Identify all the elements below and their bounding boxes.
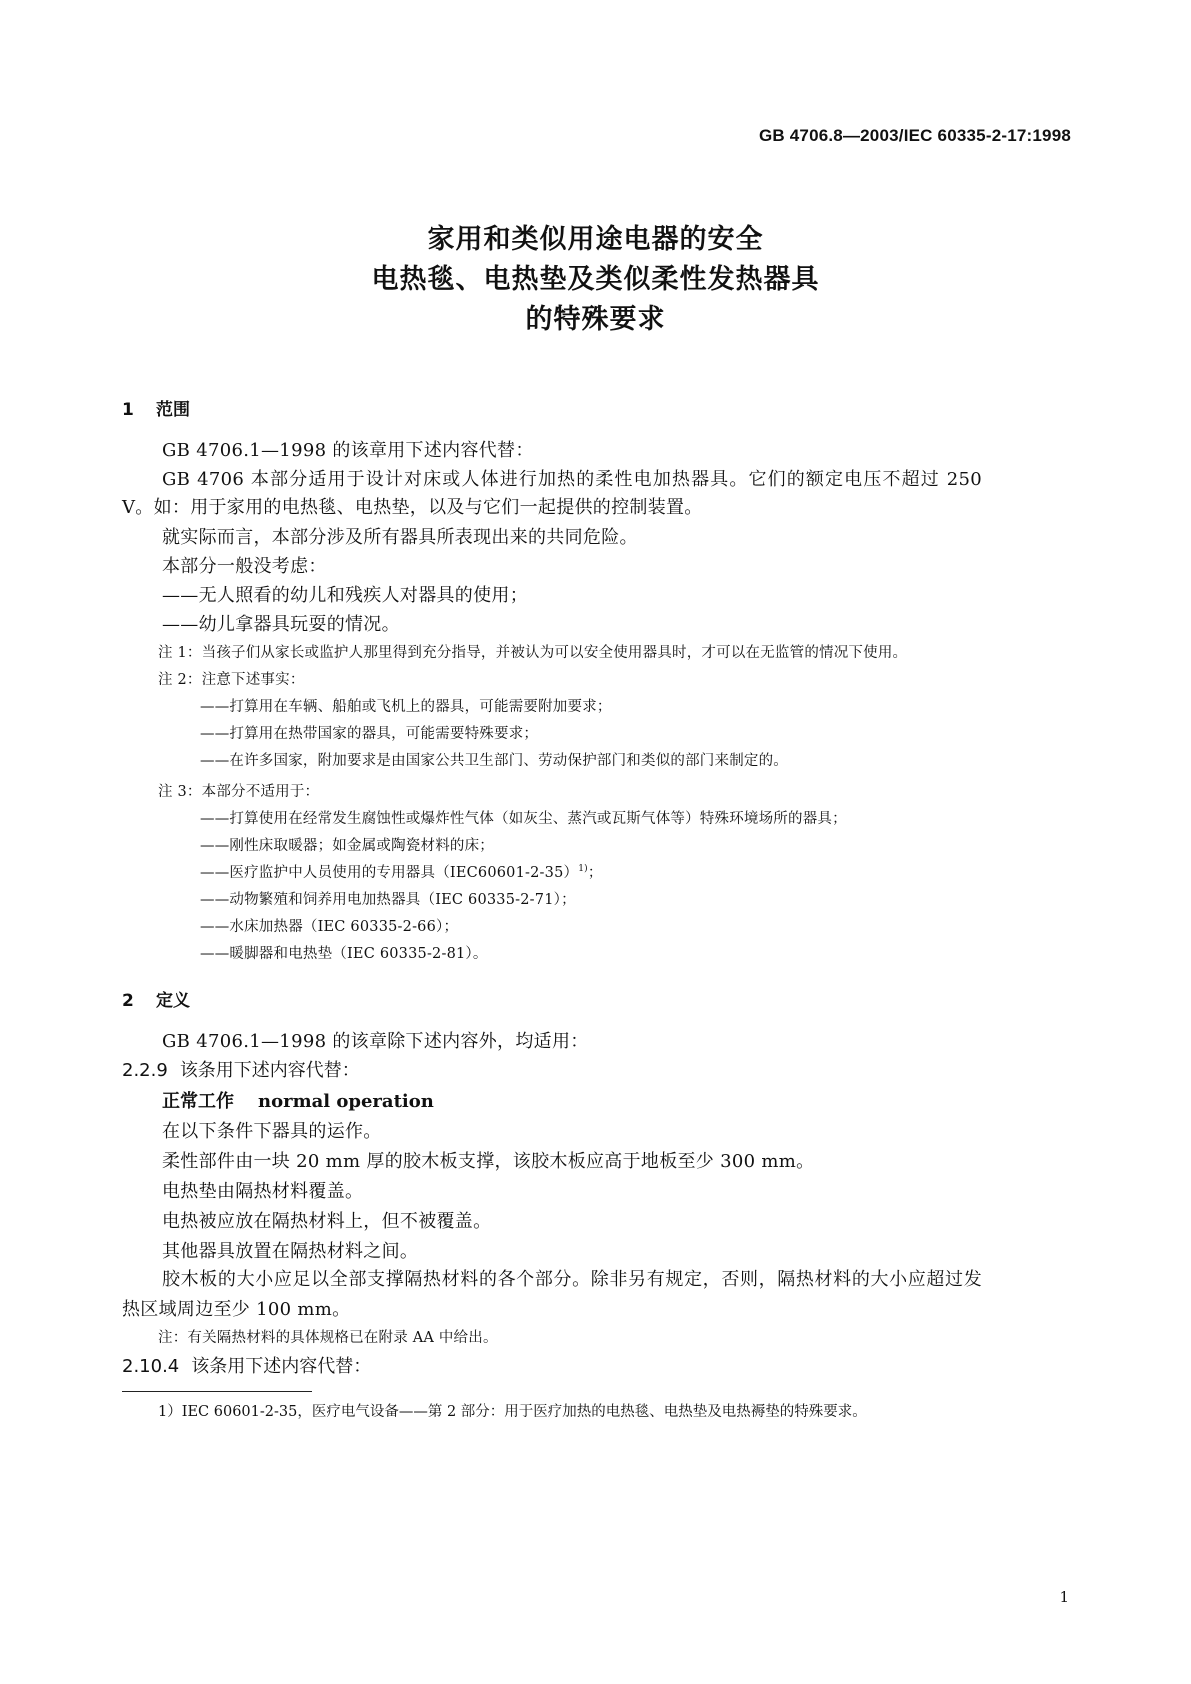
title-line-1: 家用和类似用途电器的安全: [427, 224, 764, 255]
note-3-item: ——水床加热器（IEC 60335-2-66）；: [200, 919, 459, 935]
clause-number: 2.2.9: [122, 1060, 168, 1081]
term-chinese: 正常工作: [162, 1091, 234, 1112]
definition-line: 在以下条件下器具的运作。: [162, 1121, 382, 1142]
section-1-heading: [122, 395, 190, 420]
definition-line: 柔性部件由一块 20 mm 厚的胶木板支撑，该胶木板应高于地板至少 300 mm。: [162, 1151, 815, 1172]
footnote: 1）IEC 60601-2-35，医疗电气设备——第 2 部分：用于医疗加热的电热毯、电热垫及电热褥垫的特殊要求。: [158, 1404, 867, 1420]
note-1: 注 1：当孩子们从家长或监护人那里得到充分指导，并被认为可以安全使用器具时，才可以在无监管的情况下使用。: [158, 645, 908, 661]
term-heading: [162, 1087, 434, 1113]
definition-paragraph: 胶木板的大小应足以全部支撑隔热材料的各个部分。除非另有规定，否则，隔热材料的大小应超过发热区域周边至少 100 mm。: [122, 1269, 982, 1320]
section-2-title: 定义: [156, 991, 190, 1011]
note-3-item: [200, 861, 603, 882]
note-3-item-tail: ；: [587, 865, 603, 881]
note-2-item: ——在许多国家，附加要求是由国家公共卫生部门、劳动保护部门和类似的部门来制定的。: [200, 753, 788, 769]
clause-2-10-4: [122, 1352, 371, 1378]
note-3-item: ——刚性床取暖器；如金属或陶瓷材料的床；: [200, 838, 494, 854]
title-line-2: 电热毯、电热垫及类似柔性发热器具: [371, 264, 820, 295]
footnote-divider: [122, 1391, 312, 1392]
clause-2-2-9: [122, 1056, 360, 1082]
clause-text: 该条用下述内容代替：: [191, 1356, 372, 1377]
section-1-intro: GB 4706.1—1998 的该章用下述内容代替：: [162, 440, 534, 461]
note-3-item: ——动物繁殖和饲养用电加热器具（IEC 60335-2-71）；: [200, 892, 576, 908]
note-3-heading: 注 3：本部分不适用于：: [158, 784, 320, 800]
note-3-item-text: ——医疗监护中人员使用的专用器具（IEC60601-2-35）: [200, 865, 579, 881]
clause-number: 2.10.4: [122, 1356, 180, 1377]
note-3-item: ——打算使用在经常发生腐蚀性或爆炸性气体（如灰尘、蒸汽或瓦斯气体等）特殊环境场所的器具；: [200, 811, 847, 827]
section-1-number: 1: [122, 400, 134, 420]
footnote-reference: 1): [578, 864, 588, 875]
section-1-title: 范围: [156, 400, 190, 420]
section-2-intro: GB 4706.1—1998 的该章除下述内容外，均适用：: [162, 1031, 589, 1052]
standard-code: GB 4706.8—2003/IEC 60335-2-17:1998: [758, 126, 1071, 145]
title-line-3: 的特殊要求: [525, 304, 666, 335]
definition-line: 电热垫由隔热材料覆盖。: [162, 1181, 364, 1202]
section-1-not-considered: 本部分一般没考虑：: [162, 556, 327, 577]
definition-line: 其他器具放置在隔热材料之间。: [162, 1241, 419, 1262]
list-item: ——无人照看的幼儿和残疾人对器具的使用；: [162, 585, 528, 606]
section-2-note: 注：有关隔热材料的具体规格已在附录 AA 中给出。: [158, 1330, 498, 1346]
section-1-hazards-paragraph: 就实际而言，本部分涉及所有器具所表现出来的共同危险。: [162, 527, 638, 548]
definition-line: 电热被应放在隔热材料上，但不被覆盖。: [162, 1211, 492, 1232]
note-2-item: ——打算用在热带国家的器具，可能需要特殊要求；: [200, 726, 539, 742]
term-english: normal operation: [258, 1091, 434, 1112]
list-item: ——幼儿拿器具玩耍的情况。: [162, 614, 400, 635]
section-1-scope-paragraph: GB 4706 本部分适用于设计对床或人体进行加热的柔性电加热器具。它们的额定电压不超过 250 V。如：用于家用的电热毯、电热垫，以及与它们一起提供的控制装置。: [122, 469, 982, 518]
section-2-number: 2: [122, 991, 134, 1011]
clause-text: 该条用下述内容代替：: [179, 1060, 360, 1081]
section-2-heading: [122, 986, 190, 1011]
note-2-heading: 注 2：注意下述事实：: [158, 672, 305, 688]
page-number: 1: [1059, 1588, 1069, 1606]
note-2-item: ——打算用在车辆、船舶或飞机上的器具，可能需要附加要求；: [200, 699, 612, 715]
note-3-item: ——暖脚器和电热垫（IEC 60335-2-81）。: [200, 946, 488, 962]
